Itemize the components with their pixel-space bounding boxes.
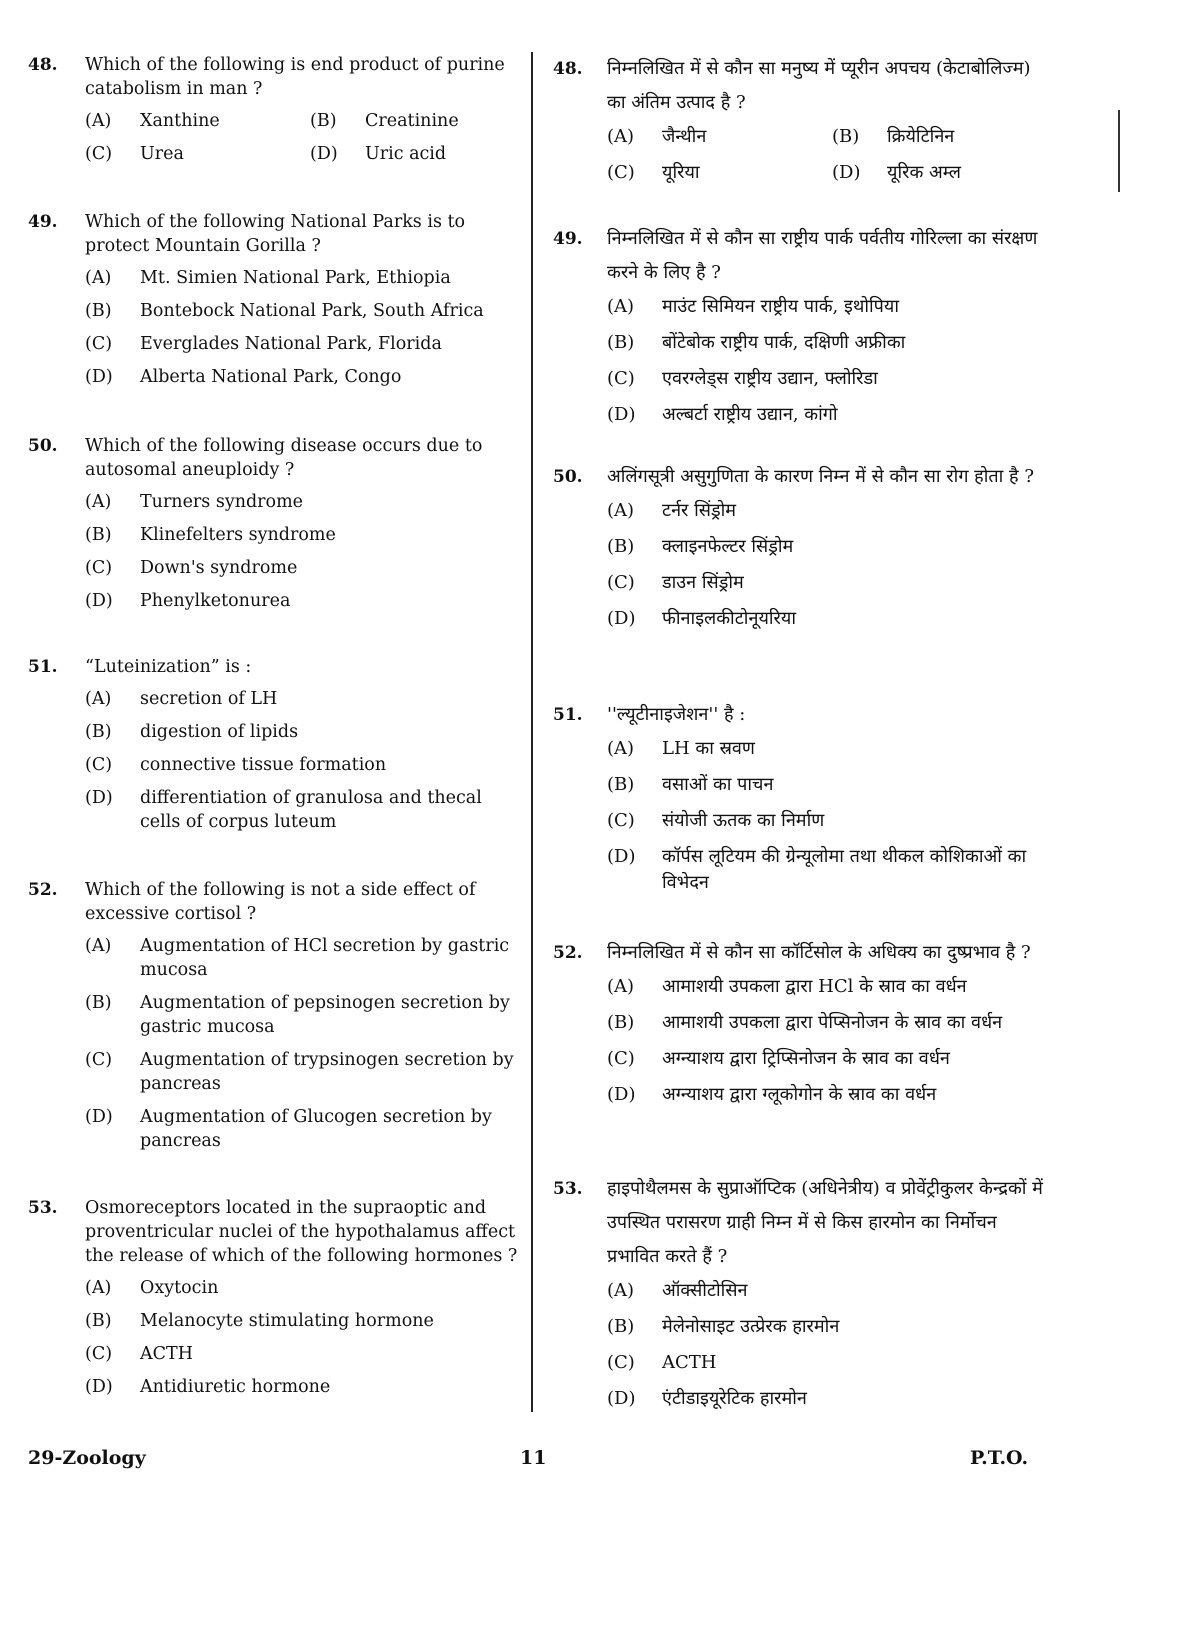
question-stem: निम्नलिखित में से कौन सा कॉर्टिसोल के अधिक्य का दुष्प्रभाव है ? <box>607 942 1031 963</box>
option-d: (D) एंटीडाइयूरेटिक हारमोन <box>607 1388 807 1409</box>
question-number: 48. <box>553 59 583 79</box>
question-stem: Which of the following is not a side effect of excessive cortisol ? <box>85 880 476 924</box>
option-b: (B) Bontebock National Park, South Africa <box>85 301 484 321</box>
question-51-en <box>28 655 520 843</box>
option-c: (C) ACTH <box>85 1344 193 1364</box>
question-52-en <box>28 878 520 1162</box>
option-d: (D) Uric acid <box>310 144 447 164</box>
options <box>607 974 1045 1108</box>
question-number: 53. <box>553 1179 583 1199</box>
question-53-hi <box>553 1172 1045 1422</box>
option-a: (A) secretion of LH <box>85 689 278 709</box>
option-d: (D) differentiation of granulosa and thecal cells of corpus luteum <box>85 788 482 832</box>
option-a: (A) Mt. Simien National Park, Ethiopia <box>85 268 451 288</box>
options <box>85 266 520 389</box>
option-c: (C) connective tissue formation <box>85 755 387 775</box>
option-a: (A) Xanthine <box>85 111 220 131</box>
options <box>607 124 1045 186</box>
option-d: (D) Augmentation of Glucogen secretion by pancreas <box>85 1107 492 1151</box>
option-c: (C) संयोजी ऊतक का निर्माण <box>607 810 825 831</box>
option-a: (A) Turners syndrome <box>85 492 304 512</box>
question-stem: Which of the following is end product of purine catabolism in man ? <box>85 55 505 99</box>
option-b: (B) Melanocyte stimulating hormone <box>85 1311 434 1331</box>
option-d: (D) Alberta National Park, Congo <box>85 367 402 387</box>
option-a: (A) LH का स्रवण <box>607 738 755 759</box>
options <box>607 736 1045 896</box>
option-d: (D) यूरिक अम्ल <box>832 162 961 183</box>
option-a: (A) ऑक्सीटोसिन <box>607 1280 748 1301</box>
options <box>85 687 520 834</box>
question-number: 53. <box>28 1198 58 1218</box>
option-c: (C) Augmentation of trypsinogen secretion by pancreas <box>85 1050 514 1094</box>
question-53-en <box>28 1196 520 1408</box>
options <box>607 294 1045 428</box>
option-a: (A) Augmentation of HCl secretion by gastric mucosa <box>85 936 510 980</box>
option-c: (C) एवरग्लेड्स राष्ट्रीय उद्यान, फ्लोरिडा <box>607 368 878 389</box>
question-50-hi <box>553 460 1045 642</box>
question-48-en <box>28 53 520 166</box>
question-49-en <box>28 210 520 398</box>
question-number: 50. <box>553 467 583 487</box>
question-stem: “Luteinization” is : <box>85 657 252 677</box>
question-50-en <box>28 434 520 622</box>
question-number: 48. <box>28 55 58 75</box>
question-number: 49. <box>553 229 583 249</box>
question-49-hi <box>553 222 1045 438</box>
options <box>607 498 1045 632</box>
option-a: (A) आमाशयी उपकला द्वारा HCl के स्राव का वर्धन <box>607 976 967 997</box>
option-d: (D) Phenylketonurea <box>85 591 291 611</box>
option-d: (D) अल्बर्टा राष्ट्रीय उद्यान, कांगो <box>607 404 838 425</box>
options <box>607 1278 1045 1412</box>
footer-pto: P.T.O. <box>970 1447 1029 1469</box>
option-b: (B) क्लाइनफेल्टर सिंड्रोम <box>607 536 794 557</box>
question-stem: हाइपोथैलमस के सुप्राऑप्टिक (अधिनेत्रीय) व प्रोवेंट्रीकुलर केन्द्रकों में उपस्थित परासरण ग्राही निम्न में से किस हारमोन का निर्मोचन प्रभावित करते हैं ? <box>607 1178 1043 1267</box>
option-c: (C) Down's syndrome <box>85 558 298 578</box>
option-c: (C) डाउन सिंड्रोम <box>607 572 744 593</box>
question-stem: Which of the following disease occurs due to autosomal aneuploidy ? <box>85 436 483 480</box>
option-b: (B) Augmentation of pepsinogen secretion by gastric mucosa <box>85 993 510 1037</box>
option-a: (A) जैन्थीन <box>607 126 707 147</box>
question-stem: Which of the following National Parks is to protect Mountain Gorilla ? <box>85 212 466 256</box>
question-stem: ''ल्यूटीनाइजेशन'' है : <box>607 704 746 725</box>
option-c: (C) यूरिया <box>607 162 700 183</box>
question-number: 52. <box>553 943 583 963</box>
option-b: (B) digestion of lipids <box>85 722 299 742</box>
option-b: (B) Creatinine <box>310 111 459 131</box>
question-number: 50. <box>28 436 58 456</box>
margin-mark <box>1118 110 1120 192</box>
question-number: 49. <box>28 212 58 232</box>
option-d: (D) अग्न्याशय द्वारा ग्लूकोगोन के स्राव का वर्धन <box>607 1084 937 1105</box>
option-d: (D) फीनाइलकीटोनूयरिया <box>607 608 797 629</box>
question-stem: निम्नलिखित में से कौन सा मनुष्य में प्यूरीन अपचय (केटाबोलिज्म) का अंतिम उत्पाद है ? <box>607 58 1031 113</box>
option-d: (D) Antidiuretic hormone <box>85 1377 331 1397</box>
option-a: (A) टर्नर सिंड्रोम <box>607 500 737 521</box>
option-b: (B) आमाशयी उपकला द्वारा पेप्सिनोजन के स्राव का वर्धन <box>607 1012 1003 1033</box>
question-number: 52. <box>28 880 58 900</box>
options <box>85 109 520 166</box>
question-stem: Osmoreceptors located in the supraoptic and proventricular nuclei of the hypothalamus affect the release of which of the following hormones ? <box>85 1198 518 1266</box>
question-48-hi <box>553 52 1045 186</box>
option-c: (C) अग्न्याशय द्वारा ट्रिप्सिनोजन के स्राव का वर्धन <box>607 1048 950 1069</box>
question-stem: अलिंगसूत्री असुगुणिता के कारण निम्न में से कौन सा रोग होता है ? <box>607 466 1034 487</box>
column-divider <box>531 52 533 1412</box>
question-number: 51. <box>28 657 58 677</box>
option-a: (A) Oxytocin <box>85 1278 219 1298</box>
question-51-hi <box>553 698 1045 906</box>
question-52-hi <box>553 936 1045 1118</box>
options <box>85 934 520 1153</box>
option-b: (B) बोंटेबोक राष्ट्रीय पार्क, दक्षिणी अफ्रीका <box>607 332 906 353</box>
option-a: (A) माउंट सिमियन राष्ट्रीय पार्क, इथोपिया <box>607 296 899 317</box>
option-c: (C) Urea <box>85 144 184 164</box>
footer-page-number: 11 <box>520 1447 547 1469</box>
option-b: (B) मेलेनोसाइट उत्प्रेरक हारमोन <box>607 1316 840 1337</box>
options <box>85 1276 520 1399</box>
option-c: (C) Everglades National Park, Florida <box>85 334 442 354</box>
option-b: (B) क्रियेटिनिन <box>832 126 955 147</box>
footer-subject: 29-Zoology <box>28 1447 146 1469</box>
option-b: (B) वसाओं का पाचन <box>607 774 774 795</box>
option-d: (D) कॉर्पस लूटियम की ग्रेन्यूलोमा तथा थीकल कोशिकाओं का विभेदन <box>607 846 1027 893</box>
option-c: (C) ACTH <box>607 1352 717 1373</box>
question-stem: निम्नलिखित में से कौन सा राष्ट्रीय पार्क पर्वतीय गोरिल्ला का संरक्षण करने के लिए है ? <box>607 228 1038 283</box>
options <box>85 490 520 613</box>
question-number: 51. <box>553 705 583 725</box>
option-b: (B) Klinefelters syndrome <box>85 525 336 545</box>
